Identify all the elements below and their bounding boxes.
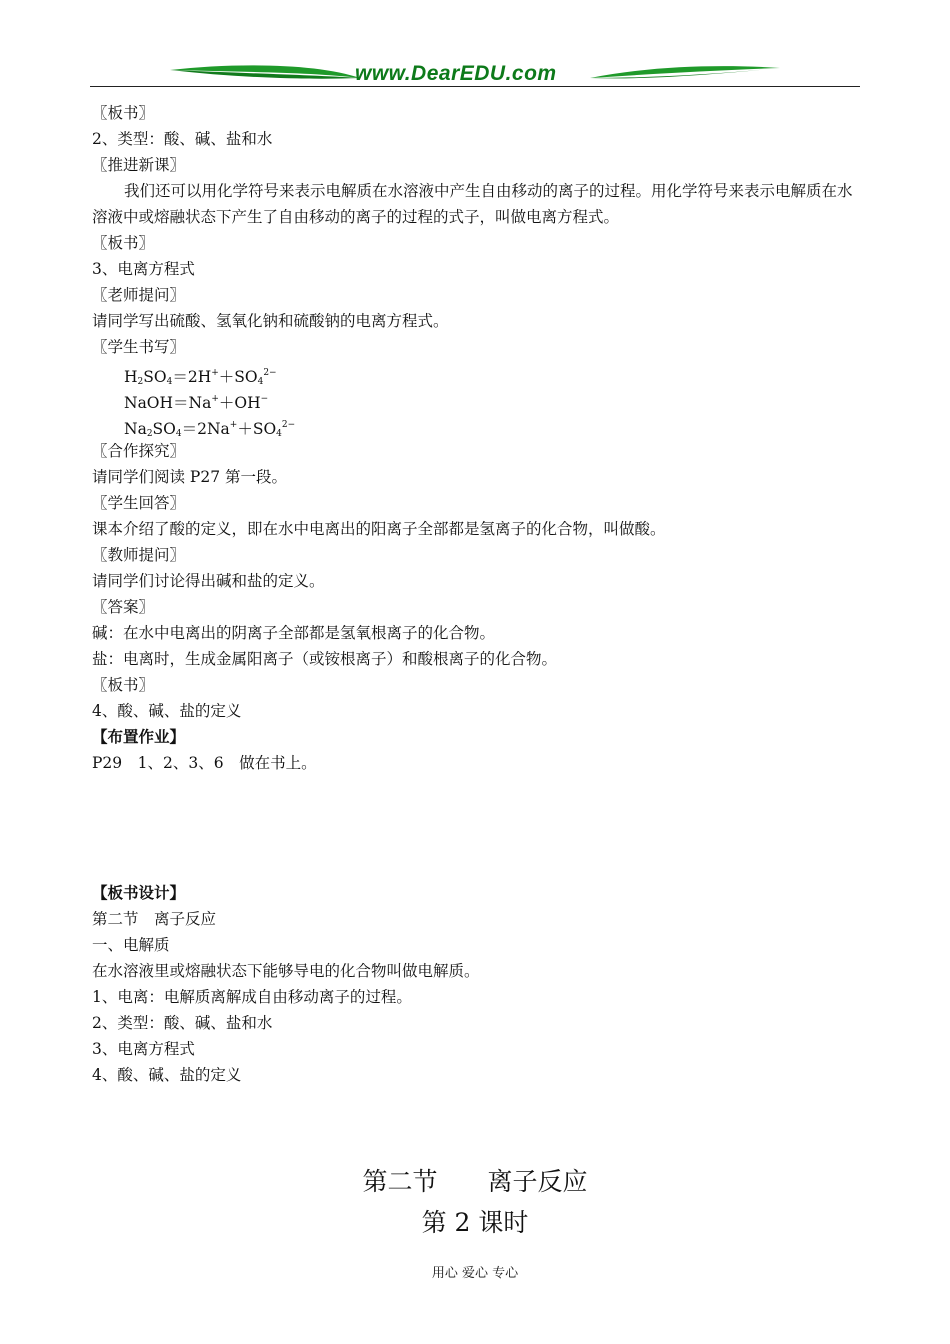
equation-sodium-hydroxide: NaOH＝Na+＋OH−	[124, 394, 269, 412]
board-design-line: 2、类型：酸、碱、盐和水	[92, 1014, 273, 1032]
board-design-heading: 【板书设计】	[92, 883, 186, 902]
text-line: 3、电离方程式	[92, 260, 195, 278]
text-line: 请同学们阅读 P27 第一段。	[92, 468, 288, 486]
text-line: 〖教师提问〗	[92, 546, 186, 564]
text-line: 〖推进新课〗	[92, 156, 186, 174]
text-line: 〖答案〗	[92, 598, 155, 616]
text-line: 请同学们讨论得出碱和盐的定义。	[92, 572, 325, 590]
board-design-line: 3、电离方程式	[92, 1040, 195, 1058]
spacer	[92, 776, 862, 880]
board-design-line: 1、电离：电解质离解成自由移动离子的过程。	[92, 988, 412, 1006]
paragraph: 我们还可以用化学符号来表示电解质在水溶液中产生自由移动的离子的过程。用化学符号来表示电解质在水溶液中或熔融状态下产生了自由移动的离子的过程的式子，叫做电离方程式。	[92, 182, 853, 226]
text-line: 课本介绍了酸的定义，即在水中电离出的阳离子全部都是氢离子的化合物，叫做酸。	[92, 520, 666, 538]
text-line: 〖学生书写〗	[92, 338, 186, 356]
equation-sodium-sulfate: $Na_2SO_4=2Na^++SO_4^{2-}$	[124, 420, 296, 439]
board-design-line: 第二节 离子反应	[92, 910, 217, 928]
equation-sulfuric-acid: $H_2SO_4=2H^++SO_4^{2-}$	[124, 368, 277, 387]
homework-heading: 【布置作业】	[92, 727, 186, 746]
text-line: 〖板书〗	[92, 104, 155, 122]
page-footer: 用心 爱心 专心	[431, 1266, 519, 1281]
board-design-line: 在水溶液里或熔融状态下能够导电的化合物叫做电解质。	[92, 962, 480, 980]
text-line: 〖学生回答〗	[92, 494, 186, 512]
text-line: 〖板书〗	[92, 676, 155, 694]
site-logo[interactable]: www.DearEDU.com	[355, 62, 557, 85]
text-line: 〖合作探究〗	[92, 442, 186, 460]
text-line: 2、类型：酸、碱、盐和水	[92, 130, 273, 148]
text-line: 盐：电离时，生成金属阳离子（或铵根离子）和酸根离子的化合物。	[92, 650, 558, 668]
text-line: 〖板书〗	[92, 234, 155, 252]
board-design-line: 4、酸、碱、盐的定义	[92, 1066, 242, 1084]
homework-text: P29 1、2、3、6 做在书上。	[92, 754, 317, 772]
text-line: 〖老师提问〗	[92, 286, 186, 304]
board-design-line: 一、电解质	[92, 936, 170, 954]
header-rule	[90, 86, 860, 87]
text-line: 请同学写出硫酸、氢氧化钠和硫酸钠的电离方程式。	[92, 312, 449, 330]
lesson-subtitle: 第 2 课时	[421, 1208, 529, 1237]
document-body	[92, 100, 862, 1088]
text-line: 碱：在水中电离出的阴离子全部都是氢氧根离子的化合物。	[92, 624, 496, 642]
section-title: 第二节 离子反应	[362, 1167, 588, 1196]
text-line: 4、酸、碱、盐的定义	[92, 702, 242, 720]
